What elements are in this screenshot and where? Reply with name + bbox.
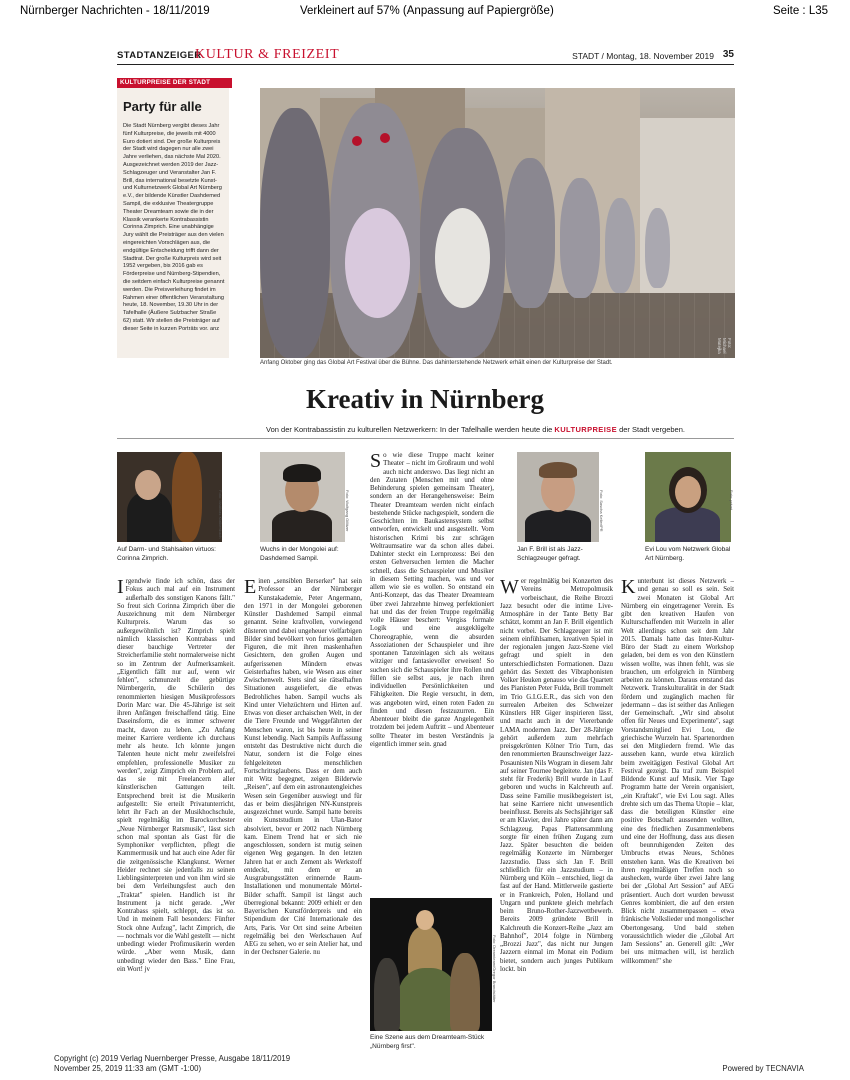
publication-date: Nürnberger Nachrichten - 18/11/2019 — [20, 5, 210, 17]
copyright: Copyright (c) 2019 Verlag Nuernberger Presse, Ausgabe 18/11/2019 — [54, 1054, 291, 1063]
print-header — [0, 0, 850, 20]
info-box-kicker: KULTURPREISE DER STADT — [117, 78, 232, 88]
caption-dreamteam: Eine Szene aus dem Dreamteam-Stück „Nürnberg first". — [370, 1034, 485, 1050]
photo-zimprich — [117, 452, 222, 542]
page-number: 35 — [722, 49, 734, 60]
photo-sampil — [260, 452, 345, 542]
deck-text-2: der Stadt vergeben. — [617, 425, 685, 434]
credit-sampil: Foto: Wolfgang Gillitzer — [345, 490, 350, 532]
hero-photo — [260, 88, 735, 358]
print-timestamp: November 25, 2019 11:33 am (GMT -1:00) — [54, 1064, 202, 1073]
credit-brill: Foto: Sascha Keller/PR — [599, 490, 604, 532]
page-header — [117, 47, 734, 65]
drop-cap: E — [244, 578, 257, 598]
photo-dreamteam — [370, 898, 492, 1031]
ressort-name: KULTUR & FREIZEIT — [195, 47, 340, 62]
hero-caption: Anfang Oktober ging das Global Art Festival über die Bühne. Das dahinterstehende Netzwerk erhält einen der Kulturpreise der Stadt. — [260, 360, 613, 366]
credit-eviluo: Foto: privat — [729, 490, 734, 511]
caption-eviluo: Evi Lou vom Netzwerk Global Art Nürnberg. — [645, 546, 731, 562]
caption-zimprich: Auf Darm- und Stahlsaiten virtuos: Corinna Zimprich. — [117, 546, 216, 562]
page-label: Seite : L35 — [773, 5, 828, 17]
credit-dreamteam: Foto: Dreamteam/Gregor Brandstätter — [492, 935, 497, 1003]
deck-highlight: KULTURPREISE — [554, 425, 617, 434]
drop-cap: K — [621, 578, 636, 598]
drop-cap: I — [117, 578, 124, 598]
credit-zimprich: Foto: Matthias Klatkenbach — [218, 490, 223, 539]
article-sampil — [244, 578, 362, 1040]
article-globalart-text: unterbunt ist dieses Netzwerk – und genau so soll es sein. Seit zwei Monaten ist Global Art Nürnberg ein eingetragener Verein. Es gibt den kreativen Haufen von Kulturschaffenden mit Wurzeln in aller Welt allerdings schon seit dem Jahr 2015. Damals hatte das Inter-Kultur-Büro der Stadt zu einem Workshop geladen, bei dem es von den Künstlern wissen wollte, was ihnen fehlt, was sie brauchen, um erfolgreich in Nürnberg arbeiten zu können. Daraus entstand das Netzwerk. Transkulturalität in der Stadt fördern und zugänglich machen für jedermann – das ist seither das Anliegen der Gemeinschaft. „Wir sind absolut offen für Neues und Experimente", sagt Vorstandsmitglied Evi Lou, die griechische Wurzeln hat. Spartenordnen sei den Mitgliedern fremd. Wie das aussehen kann, wurde etwa kürzlich beim zweitägigen Festival Global Art Festival gezeigt. Da traf zum Beispiel Bildende Kunst auf Musik. Vier Tage Programm hatte der Verein organisiert, „ein Kraftakt", wie Evi Lou sagt. Alles drehte sich um das Thema Utopie – klar, dass die beteiligten Künstler eine positive Botschaft aussenden wollten, eine des friedlichen Zusammenlebens und eine der Hoffnung, dass aus diesen oft beunruhigenden Zeiten des Umbruchs etwas Neues, Schönes entstehen kann. Was die Kreativen bei ihren regelmäßigen Treffen noch so aushecken, wurde über zwei Jahre lang bei der „Global Art Session" auf AEG präsentiert. Auch dort wurden bewusst Genres kombiniert, die auf den ersten Blick nicht zusammenpassen – etwa fränkische Volkslieder und mongolischer Obertongesang. Und bald stehen voraussichtlich wieder die „Global Art Jam Sessions" an. Generell gilt: „Wer bei uns mitmachen will, ist herzlich willkommen!" she — [621, 578, 734, 965]
hero-credit: Foto: Michael Matejka — [717, 338, 732, 354]
photo-eviluo — [645, 452, 731, 542]
info-box-text: Die Stadt Nürnberg vergibt dieses Jahr fünf Kulturpreise, die jeweils mit 4000 Euro dotiert sind. Der große Kulturpreis der Stadt wird dagegen nur alle zwei Jahre verliehen, das nächste Mal 2020. Ausgezeichnet werden 2019 der Jazz-Schlagzeuger und Veranstalter Jan F. Brill, das international besetzte Kunst- und Kulturnetzwerk Global Art Nürnberg e.V., der bildende Künstler Dashdemed Sampil, die exklusive Theatergruppe Theater Dreamteam sowie die in der Klassik verankerte Kontrabassistin Corinna Zimprich. Eine unabhängige Jury wählt die Preisträger aus den vielen eingereichten Vorschlägen aus, die endgültige Entscheidung trifft dann der Stadtrat. Der große Kulturpreis wird seit 1952 vergeben, bis 2016 gab es Förderpreise und Nürnberg-Stipendien, die seitdem einfach Kulturpreise genannt werden. Die Preisverleihung findet im Rahmen einer öffentlichen Veranstaltung heute, 18. November, 19.30 Uhr in der Tafelhalle (Äußere Sulzbacher Straße 62) statt. Wir stellen die Preisträger auf dieser Seite in kurzen Porträts vor. anz — [123, 123, 225, 332]
photo-brill — [517, 452, 599, 542]
article-zimprich-text: rgendwie finde ich schön, dass der Fokus auch mal auf ein Instrument außerhalb des sonstigen Kanons fällt." So freut sich Corinna Zimprich über die Auszeichnung mit dem Nürnberger Kulturpreis. Warum das so außergewöhnlich ist? Zimprich spielt nämlich klassischen Kontrabass und dieser bauchige Vertreter der Streicherfamilie steht normalerweise nicht so im Zentrum der Aufmerksamkeit. „Eigentlich fällt nur auf, wenn wir fehlen", schmunzelt die gebürtige Nürnbergerin, die Schülerin des renommierten hiesigen Musikprofessors Dorin Marc war. Die 45-Jährige ist seit ihren Anfängen freischaffend tätig. Eine Daseinsform, die es immer schwerer macht, davon zu leben. „Zu Anfang meiner Karriere verdiente ich durchaus mehr als heute. Ich könnte jungen Talenten heute nicht mehr zweifelsfrei empfehlen, professionelle Musiker zu werden", zeigt Zimprich ein Problem auf, das sie mit Freelancern aller künstlerischen Gattungen teilt. Entsprechend breit ist die Musikerin aufgestellt: Sie erteilt Privatunterricht, lehrt ihr Fach an der Musikhochschule, spielt regelmäßig im Barockorchester „Neue Nürnberger Ratsmusik", lässt sich schon mal spontan als Gast für die Symphoniker verpflichten, pflegt die Kammermusik und hat auch eine Ader für die zeitgenössische Klangkunst. Werner Heider rechnet sie jedenfalls zu seinen Lieblingsinterpreten und von ihm wird sie bei dem Verleihungsfest auch den „Traktat" spielen. Handlich ist ihr Instrument ja nicht gerade. „Wer Kontrabass spielt, schleppt, das ist so. Und in meinem Fall besonders: Fünfter Stock ohne Aufzug", lacht Zimprich, die — nochmals vor die Wahl gestellt — nicht unbedingt wieder Profimusikerin werden würde. „Aber wenn Musik, dann unbedingt wieder den Bass." Eine Frau, ein Wort! jv — [117, 578, 235, 973]
drop-cap: S — [370, 452, 382, 472]
section-name: STADTANZEIGER — [117, 50, 202, 61]
info-box-title: Party für alle — [123, 99, 202, 114]
caption-sampil: Wuchs in der Mongolei auf: Dashdemed Sampil. — [260, 546, 339, 562]
drop-cap: W — [500, 578, 519, 598]
headline: Kreativ in Nürnberg — [306, 384, 544, 414]
article-dreamteam — [370, 452, 494, 892]
article-brill-text: er regelmäßig bei Konzerten des Vereins Metropolmusik vorbeischaut, die Reihe Brozzi Jazz besucht oder die intime Live-Atmosphäre in der Tante Betty Bar schätzt, kommt an Jan F. Brill eigentlich nicht vorbei. Der Schlagzeuger ist mit seinem einfühlsamen, kreativen Spiel in der regionalen jungen Jazz-Szene viel gefragt und spielt in den unterschiedlichsten Formationen. Dazu gehört das Sextett des Vibraphonisten Volker Heuken genauso wie das Quartett des Pianisten Peter Fulda, Brill trommelt im Trio G.I.G.E.R., das sich von den surrealen Arbeiten des Schweizer Künstlers HR Giger inspirieren lässt, und macht auch in der Viererbande LAMA modernen Jazz. Der 28-Jährige gehört außerdem zum mehrfach preisgekrönten Kölner Trio Turn, das den renommierten Braunschweiger Jazz-Posaunisten Nils Wogram in diesem Jahr auf seiner Tournee begleitete. Jan (das F. steht für Frederik) Brill wurde in Lauf geboren und wuchs in Kalchreuth auf. Dass seine Familie musikbegeistert ist, hat seine Karriere nicht unwesentlich beeinflusst. Bereits als Sechsjähriger saß er am Klavier, drei Jahre später dann am Schlagzeug. Papas Plattensammlung sorgte für einen frühen Zugang zum Jazz. Später besuchten die beiden regelmäßig Konzerte im Nürnberger Jazzstudio. Dass sich Jan F. Brill schließlich für ein Jazzstudium – in Nürnberg und Köln – entschied, liegt da fast auf der Hand. Mittlerweile gastierte er in Frankreich, Polen, Holland und Ungarn und punktete gleich mehrfach beim Bruno-Rother-Jazzwettbewerb. Bereits 2009 gründete Brill in Kalchreuth die Konzert-Reihe „Jazz am Bahnhof", 2014 folgte in Nürnberg „Brozzi Jazz", das nicht nur Jungen Jazzern einmal im Monat ein Podium bietet, sondern auch junges Publikum lockt. bin — [500, 578, 613, 973]
header-date: STADT / Montag, 18. November 2019 — [572, 51, 714, 61]
article-brill — [500, 578, 613, 1040]
article-zimprich — [117, 578, 235, 1040]
subheadline — [228, 425, 723, 434]
article-dreamteam-text: o wie diese Truppe macht keiner Theater – nicht im Großraum und wohl auch nicht anderswo. Das liegt nicht an den Zutaten (Menschen mit und ohne Behinderung spielen gemeinsam Theater), sondern an der Herangehensweise: Beim Theater Dreamteam werden nicht einfach bestehende Stücke nachgespielt, sondern die Geschichten im Baukastensystem selbst entworfen, entwickelt und ausgestellt. Vom historischen Krimi bis zur schrägen Weltraumsatire war da schon alles dabei. Dahinter steckt ein Lernprozess: Bei den ersten Gehversuchen lernten die Macher schnell, dass die Schauspieler und Musiker in diesem Setting machen, was und vor allem wie sie es wollen. So entstand ein Anti-Konzept, das das Theater Dreamteam über zwei Jahrzehnte hinweg perfektioniert hat und das der freien Truppe regelmäßig volle Häuser beschert: Vergiss formale Logik und eine ausgeklügelte Choreographie, wenn die absurden Assoziationen der Schauspieler und ihre spontanen Tanzeinlagen sich als weitaus witziger und fantasievoller erweisen! So suchen sich die Schauspieler ihre Rollen und füllen sie selbst aus, je nach ihren individuellen Persönlichkeiten und Fähigkeiten. Die Regie versucht, in dem, was angeboten wird, einen roten Faden zu finden und diesen festzuzurren. Ein Abenteuer bleibt die ganze Angelegenheit trotzdem bei jedem Auftritt – und Abenteuer sollte Theater im besten Verständnis ja eigentlich immer sein. gnad — [370, 452, 494, 748]
info-box — [117, 83, 229, 358]
scale-note: Verkleinert auf 57% (Anpassung auf Papiergröße) — [300, 5, 554, 17]
caption-brill: Jan F. Brill ist als Jazz-Schlagzeuger gefragt. — [517, 546, 583, 562]
divider — [117, 438, 734, 439]
deck-text-1: Von der Kontrabassistin zu kulturellen Netzwerkern: In der Tafelhalle werden heute die — [266, 425, 555, 434]
print-footer — [0, 1046, 850, 1080]
powered-by: Powered by TECNAVIA — [722, 1064, 804, 1073]
article-sampil-text: inen „sensiblen Berserker" hat sein Professor an der Nürnberger Kunstakademie, Peter Angermann, den 1971 in der Mongolei geborenen Künstler Dashdemed Sampil einmal genannt. Seine kraftvollen, vorwiegend düsteren und dabei ungeheuer vielfarbigen Bilder sind bevölkert von furios gemalten Figuren, die mit ihren maskenhaften Gesichtern, den großen Augen und aufgerissenen Mündern etwas Geisterhaftes haben, wie Wesen aus einer Zwischenwelt. Stets sind sie rätselhaften Situationen ausgeliefert, die etwas Bedrohliches haben. Sampil wuchs als Kind unter Viehzüchtern und Hirten auf. Etwas von dieser archaischen Welt, in der die Tiere Freunde und Weggefährten der Menschen waren, ist bis heute in seiner Kunst lebendig. Nach Sampils Auffassung entsteht das Destruktive nicht durch die Natur, sondern ist die Folge eines fehlgeleiteten menschlichen Fortschrittsglaubens. Dass er dem auch mit Witz begegnet, zeigen Bilderwie „Reisen", auf dem ein astronautengleiches Wesen sein Gegenüber auswiegt und für das er beim diesjährigen NN-Kunstpreis ausgezeichnet wurde. Sampil hatte bereits ein Kunststudium in Ulan-Bator absolviert, bevor er 2002 nach Nürnberg kam. Einem Trend hat er sich nie angeschlossen, sondern ist mutig seinen eigenen Weg gegangen. In den letzten Jahren hat er auch Zement als Werkstoff entdeckt, mit dem er an Ausgrabungsstätten erinnernde Raum-Installationen und monumentale Mörtel-Bilder schafft. Sampil ist längst auch überregional bekannt: 2009 erhielt er den Bayerischen Kunstförderpreis und ein Stipendium der Cité Internationale des Arts, Paris. Vor Ort sind seine Arbeiten regelmäßig bei den Werkschauen Auf AEG zu sehen, wo er sein Atelier hat, und in der Oechsner Galerie. nu — [244, 578, 362, 957]
article-globalart — [621, 578, 734, 1040]
